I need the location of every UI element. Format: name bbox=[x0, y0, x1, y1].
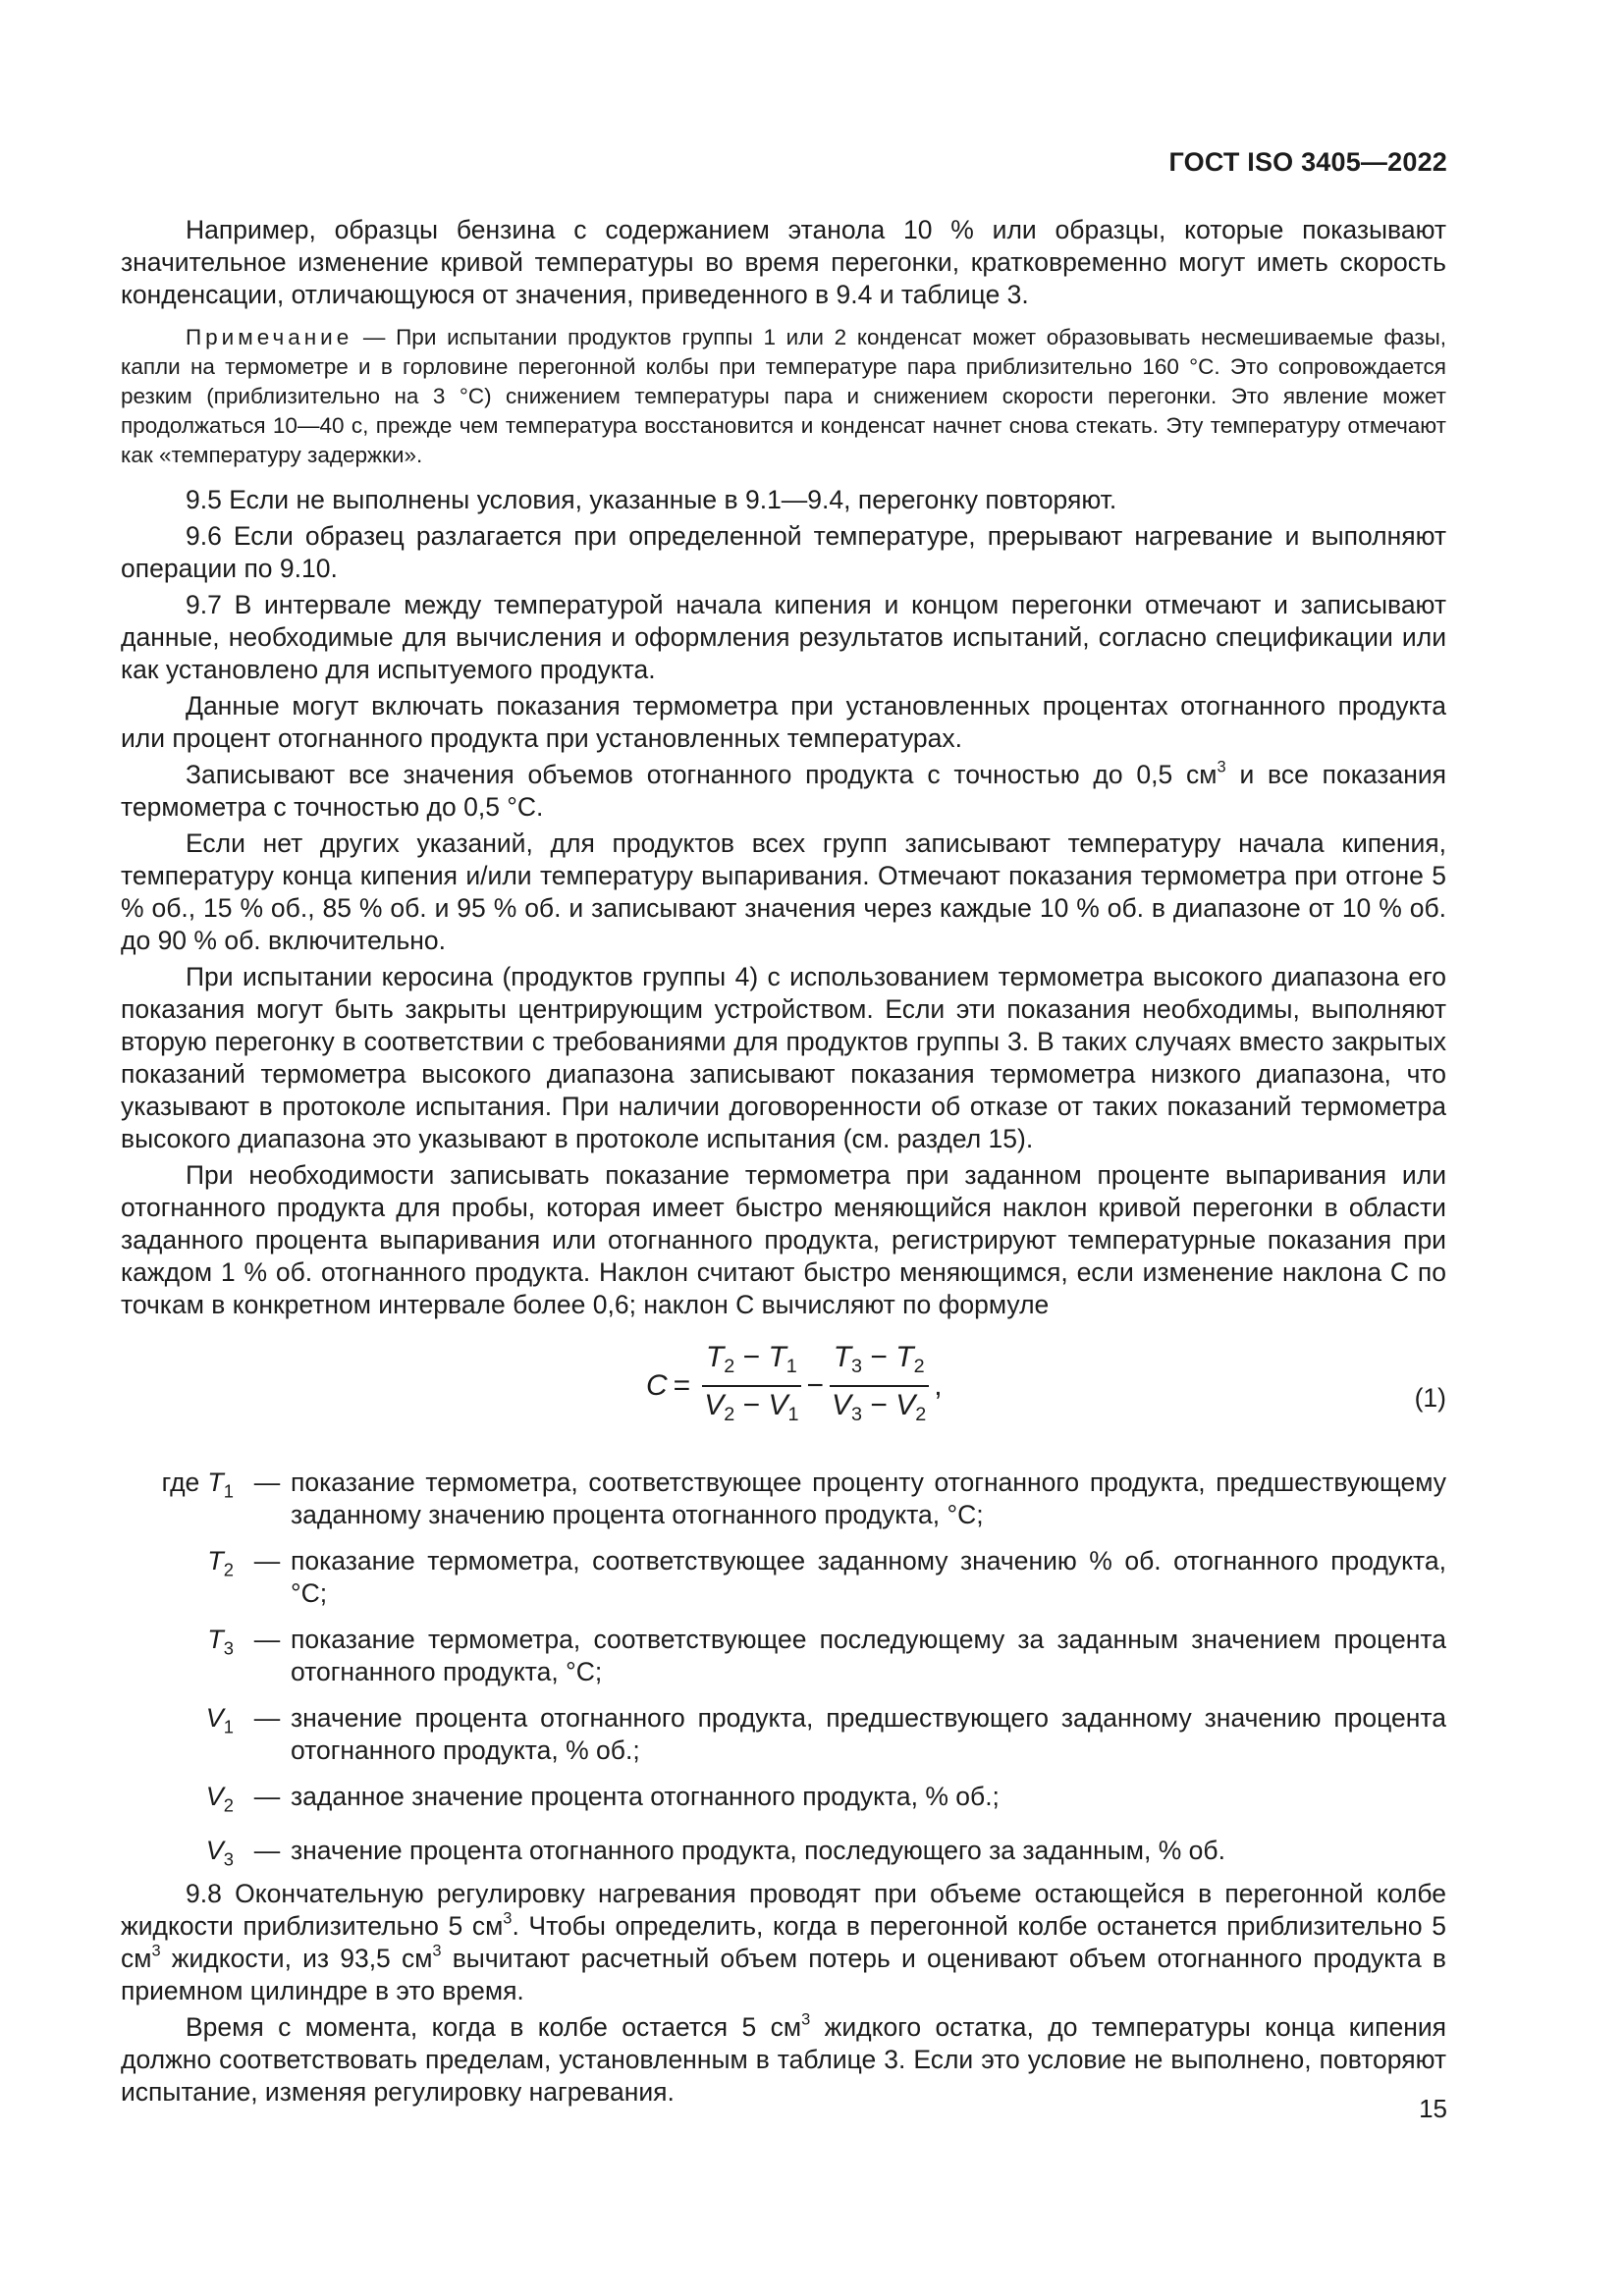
note bbox=[121, 323, 1446, 470]
note-label: Примечание bbox=[186, 325, 353, 349]
fraction-1: $\frac{T_2 - T_1}{V_2 - V_1}$ bbox=[700, 1341, 802, 1431]
definitions-list bbox=[121, 1467, 1446, 1876]
definition-item: где $T_1$ — показание термометра, соответствующее проценту отогнанного продукта, предшествующему заданному значению процента отогнанного продукта, °С; bbox=[161, 1468, 1446, 1529]
paragraph-9-6: 9.6 Если образец разлагается при определенной температуре, прерывают нагревание и выполняют операции по 9.10. bbox=[121, 521, 1446, 583]
definition-item: $V_2$ — заданное значение процента отогнанного продукта, % об.; bbox=[205, 1782, 1000, 1816]
definition-item: $T_2$ — показание термометра, соответствующее заданному значению % об. отогнанного продукта, °С; bbox=[207, 1546, 1446, 1608]
equation-number: (1) bbox=[1414, 1383, 1446, 1413]
document-header: ГОСТ ISO 3405—2022 bbox=[1168, 147, 1447, 177]
formula-block bbox=[121, 1335, 1446, 1445]
definition-item: $V_1$ — значение процента отогнанного продукта, предшествующего заданному значению процента отогнанного продукта, % об.; bbox=[205, 1703, 1446, 1765]
definition-item: $T_3$ — показание термометра, соответствующее последующему за заданным значением процента отогнанного продукта, °С; bbox=[207, 1625, 1446, 1686]
formula-1: C = $\frac{T_2 - T_1}{V_2 - V_1}$ − $\frac{T_3 - T_2}{V_3 - V_2}$ , bbox=[646, 1341, 943, 1431]
paragraph-data: Данные могут включать показания термометра при установленных процентах отогнанного продукта или процент отогнанного продукта при установленных температурах. bbox=[121, 691, 1446, 753]
paragraph-slope: При необходимости записывать показание термометра при заданном проценте выпаривания или отогнанного продукта для пробы, которая имеет быстро меняющийся наклон кривой перегонки в области заданного процента выпаривания или отогнанного продукта, регистрируют температурные показания при каждом 1 % об. отогнанного продукта. Наклон считают быстро меняющимся, если изменение наклона С по точкам в конкретном интервале более 0,6; наклон С вычисляют по формуле bbox=[121, 1160, 1446, 1319]
fraction-2: $\frac{T_3 - T_2}{V_3 - V_2}$ bbox=[828, 1341, 930, 1431]
paragraph-9-8: 9.8 Окончательную регулировку нагревания проводят при объеме остающейся в перегонной колбе жидкости приблизительно 5 $см^3$. Чтобы определить, когда в перегонной колбе останется приблизительно 5 $см^3$ жидкости, из 93,5 $см^3$ вычитают расчетный объем потерь и оценивают объем отогнанного продукта в приемном цилиндре в это время. bbox=[121, 1878, 1447, 2005]
definition-item: $V_3$ — значение процента отогнанного продукта, последующего за заданным, % об. bbox=[205, 1836, 1225, 1870]
note-text: — При испытании продуктов группы 1 или 2 конденсат может образовывать несмешиваемые фазы, капли на термометре и в горловине перегонной колбы при температуре пара приблизительно 160 °С. Это сопровождается резким (приблизительно на 3 °С) снижением температуры пара и снижением скорости перегонки. Это явление может продолжаться 10—40 с, прежде чем температура восстановится и конденсат начнет снова стекать. Эту температуру отмечают как «температуру задержки». bbox=[121, 325, 1446, 467]
document-body bbox=[121, 214, 1446, 2109]
page-number: 15 bbox=[1419, 2094, 1447, 2123]
paragraph-9-5: 9.5 Если не выполнены условия, указанные в 9.1—9.4, перегонку повторяют. bbox=[186, 485, 1117, 514]
paragraph-9-7: 9.7 В интервале между температурой начала кипения и концом перегонки отмечают и записывают данные, необходимые для вычисления и оформления результатов испытаний, согласно спецификации или как установлено для испытуемого продукта. bbox=[121, 590, 1446, 684]
paragraph-time: Время с момента, когда в колбе остается 5 $см^3$ жидкого остатка, до температуры конца кипения должно соответствовать пределам, установленным в таблице 3. Если это условие не выполнено, повторяют испытание, изменяя регулировку нагревания. bbox=[121, 2010, 1446, 2107]
paragraph-kerosene: При испытании керосина (продуктов группы 4) с использованием термометра высокого диапазона его показания могут быть закрыты центрирующим устройством. Если эти показания необходимы, выполняют вторую перегонку в соответствии с требованиями для продуктов группы 3. В таких случаях вместо закрытых показаний термометра высокого диапазона записывают показания термометра низкого диапазона, что указывают в протоколе испытания. При наличии договоренности об отказе от таких показаний термометра высокого диапазона это указывают в протоколе испытания (см. раздел 15). bbox=[121, 962, 1446, 1153]
paragraph-intro: Например, образцы бензина с содержанием этанола 10 % или образцы, которые показывают значительное изменение кривой температуры во время перегонки, кратковременно могут иметь скорость конденсации, отличающуюся от значения, приведенного в 9.4 и таблице 3. bbox=[121, 215, 1446, 309]
paragraph-record: Записывают все значения объемов отогнанного продукта с точностью до 0,5 $см^3$ и все показания термометра с точностью до 0,5 °С. bbox=[121, 758, 1446, 822]
paragraph-other: Если нет других указаний, для продуктов всех групп записывают температуру начала кипения, температуру конца кипения и/или температуру выпаривания. Отмечают показания термометра при отгоне 5 % об., 15 % об., 85 % об. и 95 % об. и записывают значения через каждые 10 % об. в диапазоне от 10 % об. до 90 % об. включительно. bbox=[121, 828, 1446, 955]
